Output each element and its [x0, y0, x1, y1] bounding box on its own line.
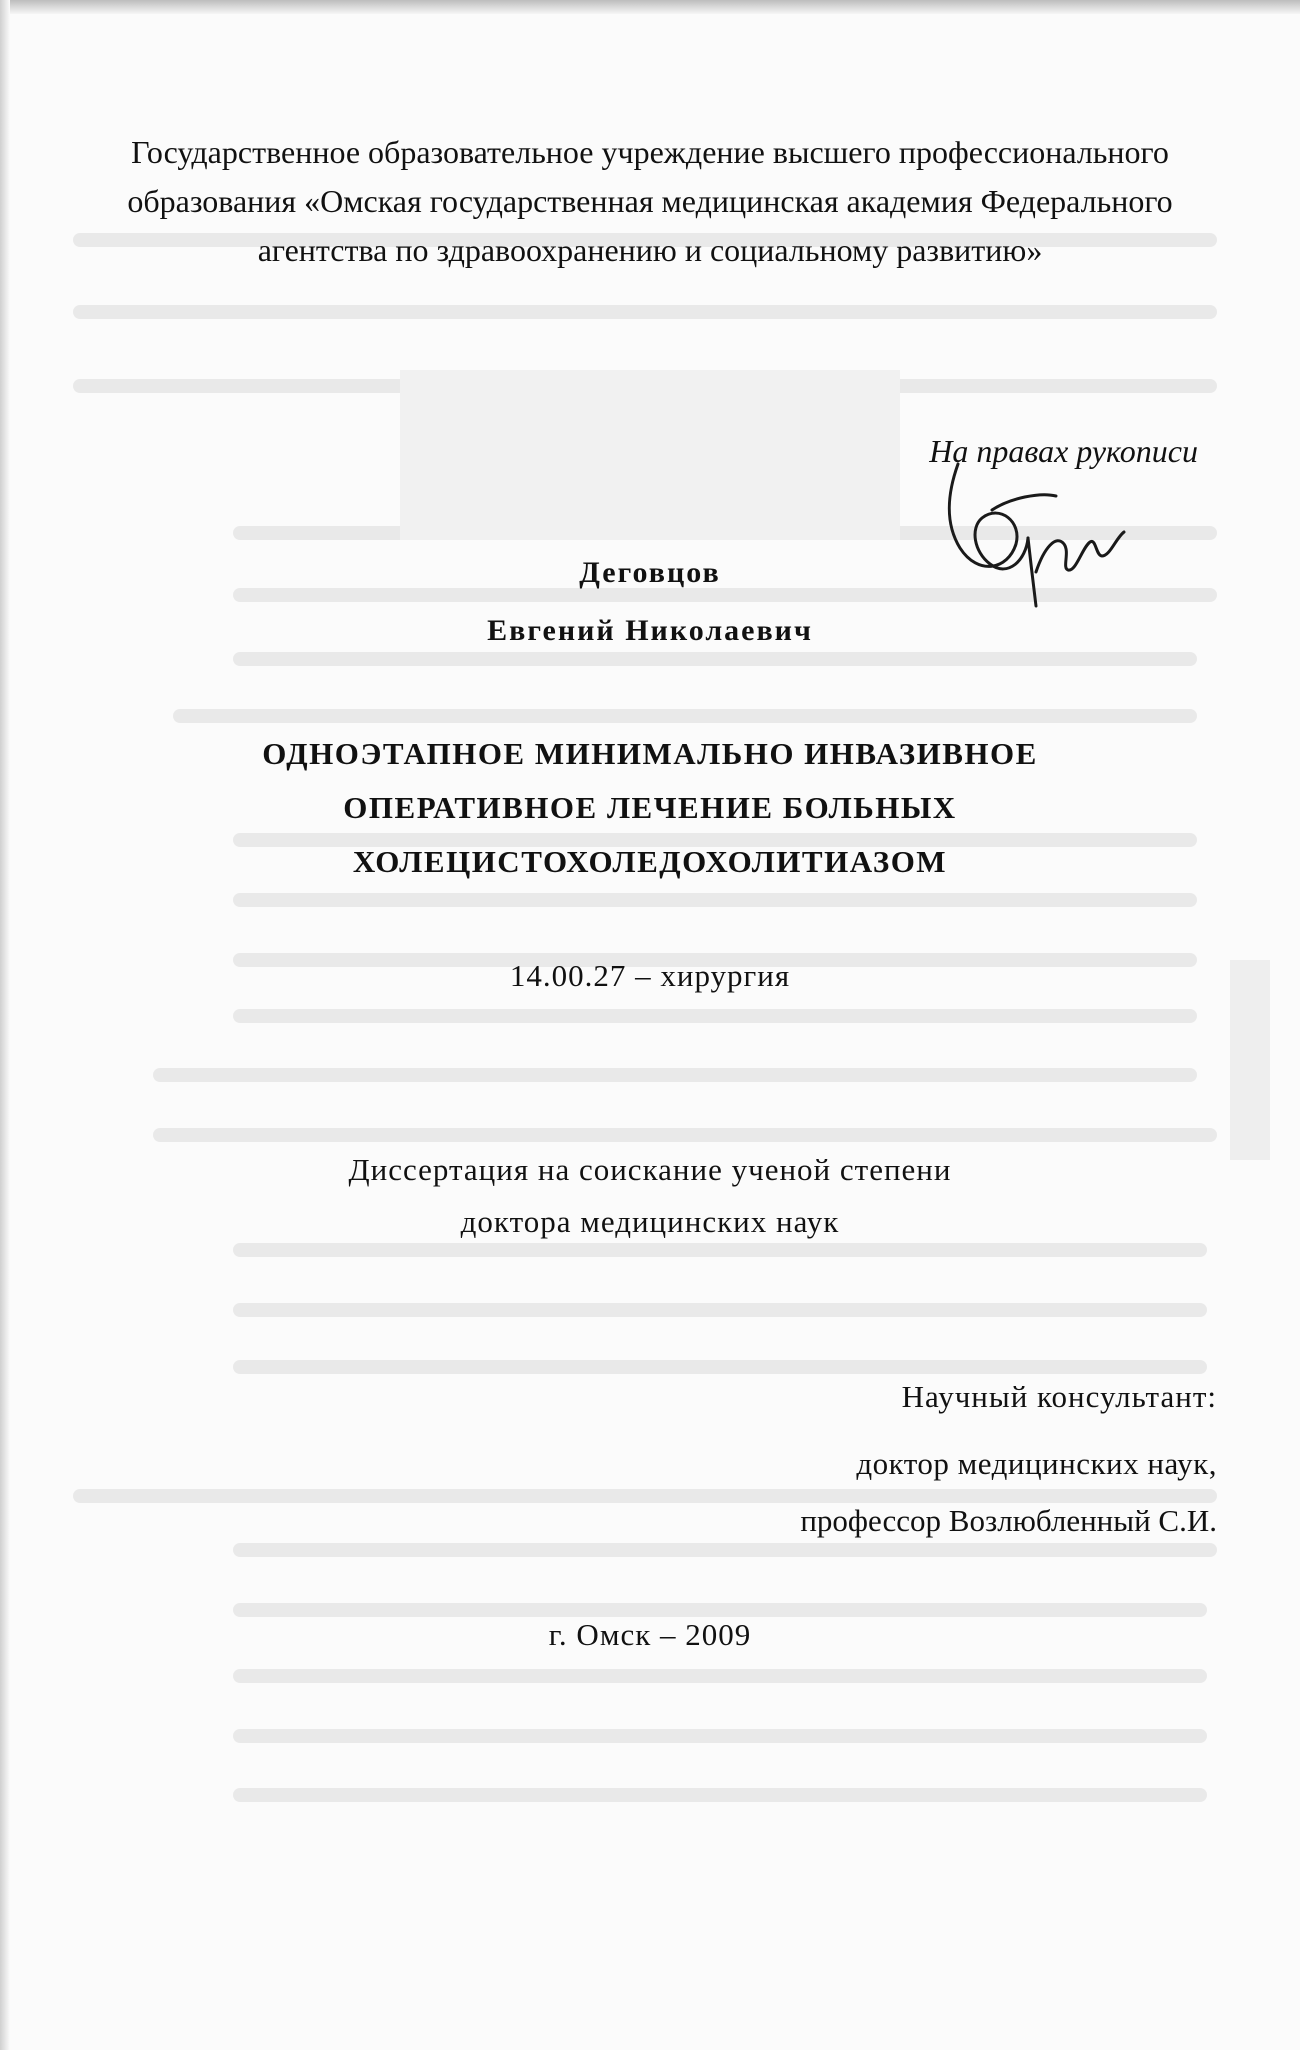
institution-line: агентства по здравоохранению и социальному развитию»: [257, 232, 1043, 268]
consultant-degree: доктор медицинских наук,: [856, 1446, 1217, 1481]
institution-line: образования «Омская государственная медицинская академия Федерального: [127, 183, 1173, 219]
dissertation-line: доктора медицинских наук: [460, 1204, 840, 1239]
title-line: ОПЕРАТИВНОЕ ЛЕЧЕНИЕ БОЛЬНЫХ: [343, 790, 957, 825]
title-line: ХОЛЕЦИСТОХОЛЕДОХОЛИТИАЗОМ: [352, 844, 948, 879]
dissertation-description: [0, 1144, 1300, 1248]
institution-line: Государственное образовательное учреждение высшего профессионального: [131, 134, 1169, 170]
dissertation-title: [0, 727, 1300, 889]
city-year: г. Омск – 2009: [548, 1617, 752, 1652]
dissertation-line: Диссертация на соискание ученой степени: [348, 1152, 952, 1187]
author-given-names: Евгений Николаевич: [487, 614, 813, 647]
title-line: ОДНОЭТАПНОЕ МИНИМАЛЬНО ИНВАЗИВНОЕ: [262, 736, 1038, 771]
rights-note: На правах рукописи: [929, 433, 1198, 469]
specialty-code: 14.00.27 – хирургия: [509, 958, 791, 993]
consultant-name: профессор Возлюбленный С.И.: [800, 1503, 1217, 1538]
consultant-label: Научный консультант:: [901, 1379, 1217, 1414]
author-surname: Деговцов: [579, 556, 721, 589]
institution-header: [0, 128, 1300, 275]
